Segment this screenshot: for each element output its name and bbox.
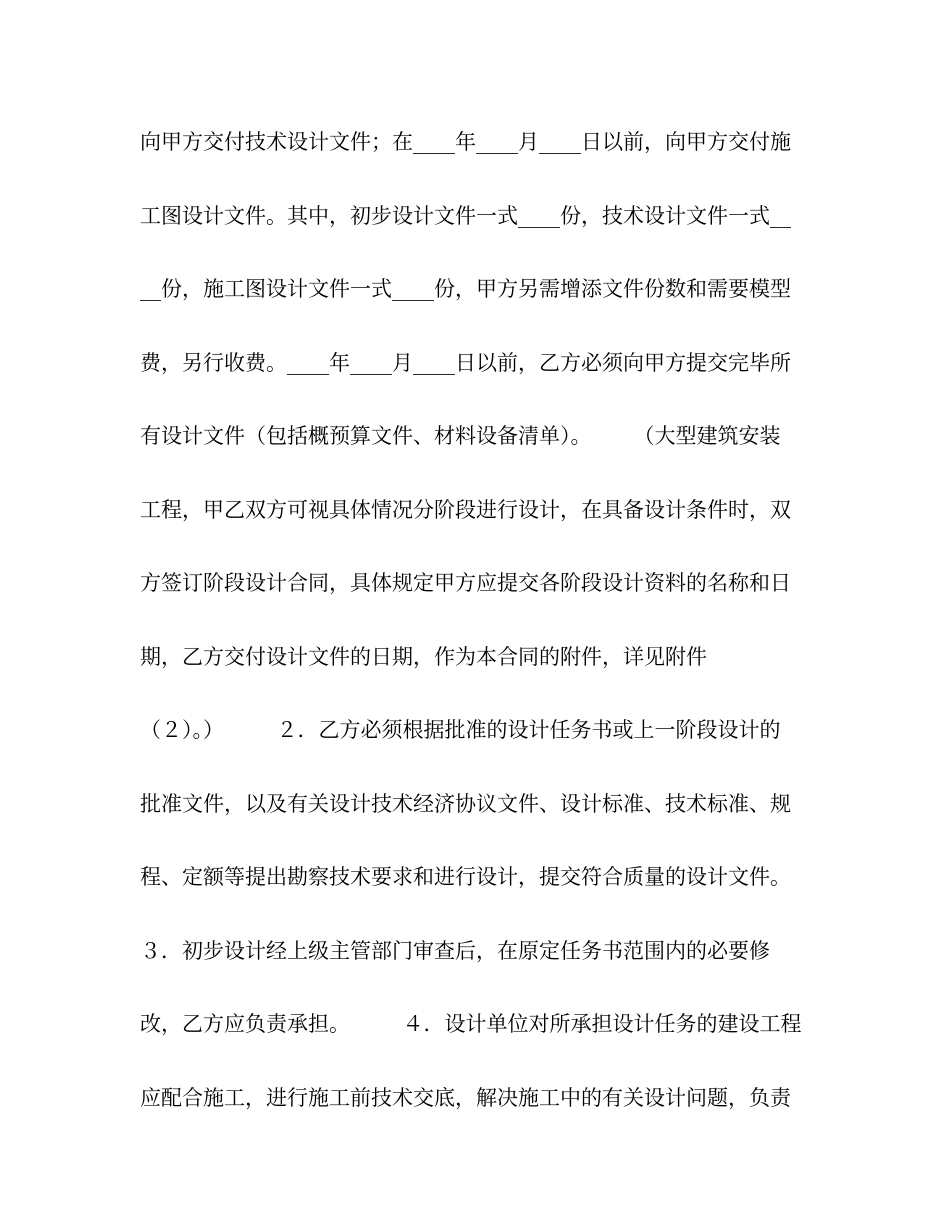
text-line: 费，另行收费。____年____月____日以前，乙方必须向甲方提交完毕所 [140, 350, 791, 375]
text-line: 程、定额等提出勘察技术要求和进行设计，提交符合质量的设计文件。 [140, 865, 791, 889]
text-line: （２）。） ２．乙方必须根据批准的设计任务书或上一阶段设计的 [140, 718, 781, 742]
text-line: 工图设计文件。其中，初步设计文件一式____份，技术设计文件一式__ [140, 203, 791, 228]
text-line: 应配合施工，进行施工前技术交底，解决施工中的有关设计问题，负责 [140, 1085, 791, 1110]
text-line: ３．初步设计经上级主管部门审查后，在原定任务书范围内的必要修 [140, 938, 770, 963]
text-line: 批准文件，以及有关设计技术经济协议文件、设计标准、技术标准、规 [140, 791, 791, 816]
text-line: 方签订阶段设计合同，具体规定甲方应提交各阶段设计资料的名称和日 [140, 571, 791, 595]
contract-body-text [140, 118, 820, 1147]
text-line: 有设计文件（包括概预算文件、材料设备清单）。 （大型建筑安装 [140, 424, 781, 448]
text-line: __份，施工图设计文件一式____份，甲方另需增添文件份数和需要模型 [140, 277, 791, 301]
text-line: 改，乙方应负责承担。 ４．设计单位对所承担设计任务的建设工程 [140, 1012, 802, 1036]
text-line: 向甲方交付技术设计文件；在____年____月____日以前，向甲方交付施 [140, 130, 791, 154]
text-line: 期，乙方交付设计文件的日期，作为本合同的附件，详见附件 [140, 644, 707, 669]
text-line: 工程，甲乙双方可视具体情况分阶段进行设计，在具备设计条件时，双 [140, 497, 791, 522]
